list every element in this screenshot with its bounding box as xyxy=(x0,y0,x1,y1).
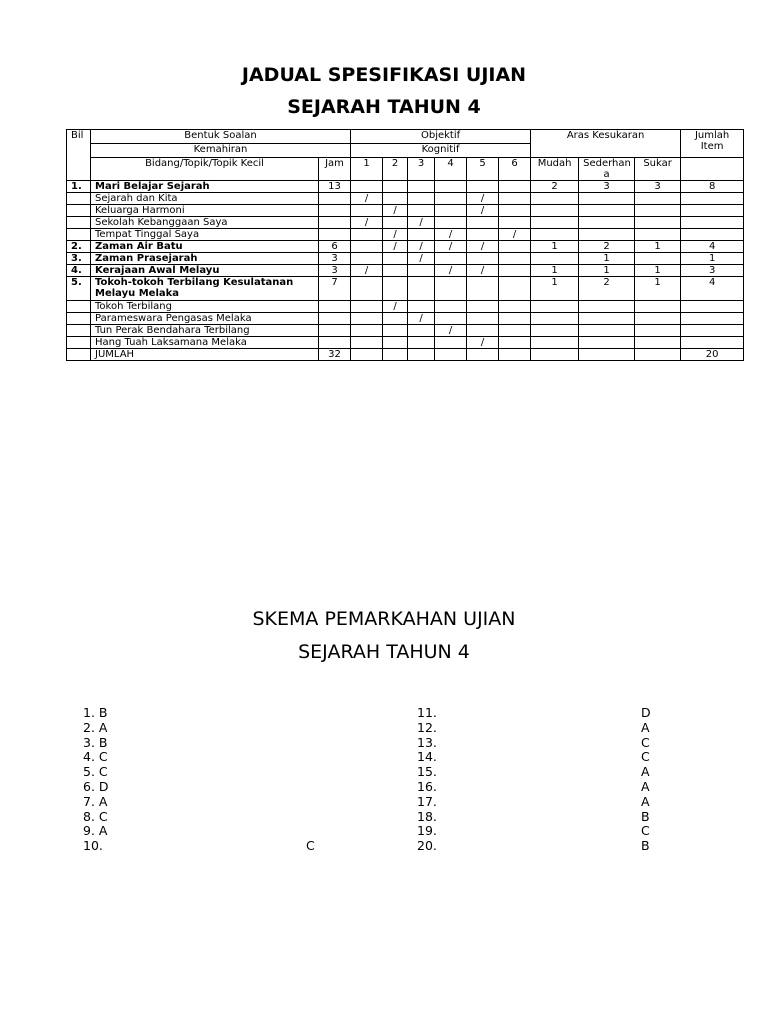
header-jam: Jam xyxy=(319,158,351,181)
cell-jumlah: 8 xyxy=(681,181,744,193)
cell-kognitif-4 xyxy=(435,349,467,361)
skema-title: SKEMA PEMARKAHAN UJIAN xyxy=(252,608,516,630)
cell-jumlah: 4 xyxy=(681,277,744,301)
cell-kognitif-2 xyxy=(383,253,408,265)
cell-sederhana xyxy=(579,337,635,349)
cell-kognitif-3 xyxy=(408,193,435,205)
cell-mudah: 2 xyxy=(531,181,579,193)
cell-jumlah xyxy=(681,229,744,241)
cell-kognitif-6 xyxy=(499,193,531,205)
cell-sederhana xyxy=(579,301,635,313)
cell-kognitif-5: / xyxy=(467,205,499,217)
header-bidang: Bidang/Topik/Topik Kecil xyxy=(91,158,319,181)
cell-sederhana: 3 xyxy=(579,181,635,193)
cell-kognitif-5: / xyxy=(467,241,499,253)
cell-mudah: 1 xyxy=(531,277,579,301)
table-row xyxy=(67,193,744,205)
cell-kognitif-3 xyxy=(408,337,435,349)
answer-letter: C xyxy=(641,734,650,750)
cell-kognitif-2 xyxy=(383,193,408,205)
answer-item: 5. C xyxy=(83,764,108,780)
cell-topic: Sekolah Kebanggaan Saya xyxy=(91,217,319,229)
cell-kognitif-5 xyxy=(467,253,499,265)
answer-number: 16. xyxy=(417,778,437,794)
cell-kognitif-3 xyxy=(408,181,435,193)
cell-mudah xyxy=(531,229,579,241)
cell-kognitif-4: / xyxy=(435,265,467,277)
cell-sukar xyxy=(635,349,681,361)
header-objektif: Objektif xyxy=(351,130,531,144)
cell-sederhana xyxy=(579,193,635,205)
table-row xyxy=(67,205,744,217)
answer-number: 19. xyxy=(417,823,437,839)
cell-jam xyxy=(319,205,351,217)
cell-kognitif-5 xyxy=(467,229,499,241)
cell-kognitif-1 xyxy=(351,301,383,313)
cell-topic: Parameswara Pengasas Melaka xyxy=(91,313,319,325)
cell-kognitif-5: / xyxy=(467,265,499,277)
cell-sederhana xyxy=(579,229,635,241)
cell-bil xyxy=(67,349,91,361)
cell-jumlah: 3 xyxy=(681,265,744,277)
cell-jam xyxy=(319,229,351,241)
cell-jam xyxy=(319,325,351,337)
table-row xyxy=(67,325,744,337)
cell-bil: 4. xyxy=(67,265,91,277)
table-row xyxy=(67,337,744,349)
table-row xyxy=(67,349,744,361)
table-row xyxy=(67,253,744,265)
cell-jumlah xyxy=(681,337,744,349)
answer-number: 11. xyxy=(417,705,437,720)
cell-kognitif-4 xyxy=(435,313,467,325)
cell-sederhana xyxy=(579,217,635,229)
cell-mudah: 1 xyxy=(531,265,579,277)
cell-kognitif-2: / xyxy=(383,229,408,241)
cell-mudah xyxy=(531,253,579,265)
cell-kognitif-5 xyxy=(467,325,499,337)
cell-mudah xyxy=(531,313,579,325)
cell-kognitif-3: / xyxy=(408,217,435,229)
cell-kognitif-6 xyxy=(499,313,531,325)
cell-jam xyxy=(319,193,351,205)
skema-subtitle: SEJARAH TAHUN 4 xyxy=(298,641,470,663)
header-jumlah-blank xyxy=(681,158,744,181)
cell-kognitif-1 xyxy=(351,253,383,265)
cell-sukar: 1 xyxy=(635,241,681,253)
answer-item: 7. A xyxy=(83,793,108,809)
header-level-6: 6 xyxy=(499,158,531,181)
header-kognitif: Kognitif xyxy=(351,144,531,158)
answer-number: 20. xyxy=(417,838,437,854)
cell-topic: Zaman Prasejarah xyxy=(91,253,319,265)
answer-numbers-right xyxy=(417,706,477,854)
header-level-5: 5 xyxy=(467,158,499,181)
cell-kognitif-3 xyxy=(408,229,435,241)
cell-kognitif-3 xyxy=(408,265,435,277)
cell-kognitif-1: / xyxy=(351,265,383,277)
cell-kognitif-4 xyxy=(435,337,467,349)
answer-letters-right xyxy=(641,706,681,854)
answer-number: 17. xyxy=(417,793,437,809)
header-level-2: 2 xyxy=(383,158,408,181)
header-aras-kesukaran: Aras Kesukaran xyxy=(531,130,681,158)
cell-sederhana: 2 xyxy=(579,277,635,301)
cell-topic: Tun Perak Bendahara Terbilang xyxy=(91,325,319,337)
cell-topic: Sejarah dan Kita xyxy=(91,193,319,205)
cell-sukar: 1 xyxy=(635,265,681,277)
cell-jam: 6 xyxy=(319,241,351,253)
cell-kognitif-2 xyxy=(383,325,408,337)
cell-bil xyxy=(67,193,91,205)
cell-kognitif-5: / xyxy=(467,337,499,349)
cell-sukar: 3 xyxy=(635,181,681,193)
cell-sederhana: 1 xyxy=(579,265,635,277)
cell-mudah xyxy=(531,349,579,361)
cell-kognitif-6 xyxy=(499,337,531,349)
header-bil: Bil xyxy=(67,130,91,181)
cell-kognitif-4 xyxy=(435,253,467,265)
header-mudah: Mudah xyxy=(531,158,579,181)
cell-kognitif-2 xyxy=(383,313,408,325)
cell-jam xyxy=(319,301,351,313)
header-level-1: 1 xyxy=(351,158,383,181)
cell-kognitif-6 xyxy=(499,349,531,361)
answer-item: 6. D xyxy=(83,778,109,794)
cell-kognitif-3: / xyxy=(408,253,435,265)
cell-kognitif-6 xyxy=(499,181,531,193)
cell-sukar xyxy=(635,193,681,205)
cell-jam: 32 xyxy=(319,349,351,361)
cell-kognitif-6 xyxy=(499,241,531,253)
cell-kognitif-6 xyxy=(499,265,531,277)
table-row xyxy=(67,217,744,229)
table-row xyxy=(67,313,744,325)
cell-kognitif-2: / xyxy=(383,301,408,313)
cell-kognitif-1 xyxy=(351,349,383,361)
cell-bil xyxy=(67,205,91,217)
cell-mudah xyxy=(531,193,579,205)
cell-mudah xyxy=(531,205,579,217)
cell-kognitif-2 xyxy=(383,277,408,301)
cell-topic: Zaman Air Batu xyxy=(91,241,319,253)
answer-item: 10. xyxy=(83,838,103,854)
cell-sederhana xyxy=(579,325,635,337)
cell-jumlah xyxy=(681,193,744,205)
cell-kognitif-2 xyxy=(383,265,408,277)
answer-list-left xyxy=(83,706,323,854)
cell-jumlah: 20 xyxy=(681,349,744,361)
cell-jumlah xyxy=(681,301,744,313)
cell-kognitif-1 xyxy=(351,277,383,301)
cell-kognitif-5 xyxy=(467,349,499,361)
answer-letter: A xyxy=(641,764,650,780)
cell-kognitif-4 xyxy=(435,193,467,205)
cell-sukar xyxy=(635,253,681,265)
header-sederhana: Sederhan a xyxy=(579,158,635,181)
cell-kognitif-3 xyxy=(408,325,435,337)
answer-letter: C xyxy=(641,823,650,839)
cell-sukar xyxy=(635,313,681,325)
cell-topic: Tempat Tinggal Saya xyxy=(91,229,319,241)
answer-number: 15. xyxy=(417,764,437,780)
cell-kognitif-6 xyxy=(499,301,531,313)
cell-bil: 5. xyxy=(67,277,91,301)
answer-letter: A xyxy=(641,793,650,809)
cell-sukar xyxy=(635,337,681,349)
cell-kognitif-4 xyxy=(435,217,467,229)
cell-kognitif-6 xyxy=(499,325,531,337)
cell-sederhana xyxy=(579,205,635,217)
cell-topic: Hang Tuah Laksamana Melaka xyxy=(91,337,319,349)
cell-bil xyxy=(67,313,91,325)
cell-kognitif-3: / xyxy=(408,313,435,325)
specification-table xyxy=(66,129,744,361)
answer-item: 8. C xyxy=(83,808,108,824)
cell-kognitif-2 xyxy=(383,349,408,361)
cell-kognitif-2 xyxy=(383,181,408,193)
cell-kognitif-2 xyxy=(383,337,408,349)
cell-mudah xyxy=(531,337,579,349)
cell-sukar xyxy=(635,229,681,241)
header-jumlah-item: Jumlah Item xyxy=(681,130,744,158)
cell-sederhana: 2 xyxy=(579,241,635,253)
cell-kognitif-6 xyxy=(499,217,531,229)
page-title: JADUAL SPESIFIKASI UJIAN xyxy=(241,64,527,86)
cell-kognitif-1: / xyxy=(351,217,383,229)
answer-number: 13. xyxy=(417,734,437,750)
cell-jumlah xyxy=(681,217,744,229)
cell-kognitif-1: / xyxy=(351,193,383,205)
answer-letter: A xyxy=(641,778,650,794)
page-subtitle: SEJARAH TAHUN 4 xyxy=(287,96,481,118)
answer-number: 14. xyxy=(417,749,437,765)
cell-bil xyxy=(67,217,91,229)
cell-sukar: 1 xyxy=(635,277,681,301)
cell-topic: Tokoh Terbilang xyxy=(91,301,319,313)
cell-kognitif-4: / xyxy=(435,241,467,253)
cell-kognitif-1 xyxy=(351,229,383,241)
cell-jam xyxy=(319,337,351,349)
header-bentuk-soalan: Bentuk Soalan xyxy=(91,130,351,144)
cell-jam xyxy=(319,313,351,325)
cell-kognitif-4: / xyxy=(435,325,467,337)
cell-kognitif-6 xyxy=(499,205,531,217)
cell-bil: 2. xyxy=(67,241,91,253)
cell-kognitif-4 xyxy=(435,277,467,301)
table-row xyxy=(67,241,744,253)
answer-item: 9. A xyxy=(83,823,108,839)
cell-mudah xyxy=(531,301,579,313)
cell-kognitif-5 xyxy=(467,277,499,301)
header-sukar: Sukar xyxy=(635,158,681,181)
cell-kognitif-6 xyxy=(499,277,531,301)
cell-kognitif-1 xyxy=(351,325,383,337)
cell-kognitif-2: / xyxy=(383,205,408,217)
cell-mudah xyxy=(531,217,579,229)
cell-sukar xyxy=(635,205,681,217)
table-row xyxy=(67,277,744,301)
table-row xyxy=(67,229,744,241)
cell-kognitif-1 xyxy=(351,241,383,253)
cell-sederhana xyxy=(579,349,635,361)
cell-kognitif-1 xyxy=(351,181,383,193)
cell-kognitif-3 xyxy=(408,277,435,301)
cell-topic: JUMLAH xyxy=(91,349,319,361)
answer-item: 3. B xyxy=(83,734,108,750)
cell-kognitif-1 xyxy=(351,205,383,217)
cell-topic: Tokoh-tokoh Terbilang Kesulatanan Melayu Melaka xyxy=(91,277,319,301)
table-row xyxy=(67,265,744,277)
cell-kognitif-5 xyxy=(467,313,499,325)
answer-item: 4. C xyxy=(83,749,108,765)
cell-kognitif-5: / xyxy=(467,193,499,205)
cell-jam: 3 xyxy=(319,265,351,277)
cell-kognitif-4 xyxy=(435,181,467,193)
answer-item: 2. A xyxy=(83,719,108,735)
answer-letter: B xyxy=(641,808,650,824)
cell-bil xyxy=(67,325,91,337)
cell-sukar xyxy=(635,325,681,337)
header-level-4: 4 xyxy=(435,158,467,181)
table-row xyxy=(67,301,744,313)
cell-kognitif-3: / xyxy=(408,241,435,253)
header-level-3: 3 xyxy=(408,158,435,181)
cell-jumlah: 1 xyxy=(681,253,744,265)
answer-letter: C xyxy=(641,749,650,765)
cell-bil: 3. xyxy=(67,253,91,265)
cell-bil xyxy=(67,229,91,241)
cell-topic: Keluarga Harmoni xyxy=(91,205,319,217)
cell-kognitif-4 xyxy=(435,301,467,313)
answer-letter: D xyxy=(641,705,651,720)
cell-kognitif-1 xyxy=(351,313,383,325)
cell-sederhana xyxy=(579,313,635,325)
cell-mudah xyxy=(531,325,579,337)
cell-jam xyxy=(319,217,351,229)
cell-jam: 13 xyxy=(319,181,351,193)
answer-letter: B xyxy=(641,838,650,854)
answer-10: C xyxy=(306,838,315,853)
cell-jam: 7 xyxy=(319,277,351,301)
cell-mudah: 1 xyxy=(531,241,579,253)
cell-sukar xyxy=(635,301,681,313)
cell-kognitif-2 xyxy=(383,217,408,229)
cell-kognitif-3 xyxy=(408,349,435,361)
cell-jumlah xyxy=(681,205,744,217)
cell-kognitif-3 xyxy=(408,301,435,313)
answer-number: 18. xyxy=(417,808,437,824)
cell-jumlah: 4 xyxy=(681,241,744,253)
cell-sederhana: 1 xyxy=(579,253,635,265)
cell-kognitif-6 xyxy=(499,253,531,265)
cell-jumlah xyxy=(681,325,744,337)
cell-topic: Mari Belajar Sejarah xyxy=(91,181,319,193)
cell-kognitif-3 xyxy=(408,205,435,217)
cell-bil: 1. xyxy=(67,181,91,193)
cell-bil xyxy=(67,337,91,349)
cell-kognitif-1 xyxy=(351,337,383,349)
answer-number: 12. xyxy=(417,719,437,735)
header-kemahiran: Kemahiran xyxy=(91,144,351,158)
cell-kognitif-5 xyxy=(467,181,499,193)
cell-sukar xyxy=(635,217,681,229)
cell-topic: Kerajaan Awal Melayu xyxy=(91,265,319,277)
table-row xyxy=(67,181,744,193)
cell-kognitif-5 xyxy=(467,217,499,229)
cell-jam: 3 xyxy=(319,253,351,265)
cell-kognitif-2: / xyxy=(383,241,408,253)
answer-item: 1. B xyxy=(83,705,108,720)
cell-kognitif-6: / xyxy=(499,229,531,241)
cell-bil xyxy=(67,301,91,313)
cell-kognitif-4: / xyxy=(435,229,467,241)
cell-kognitif-5 xyxy=(467,301,499,313)
answer-letter: A xyxy=(641,719,650,735)
cell-jumlah xyxy=(681,313,744,325)
cell-kognitif-4 xyxy=(435,205,467,217)
